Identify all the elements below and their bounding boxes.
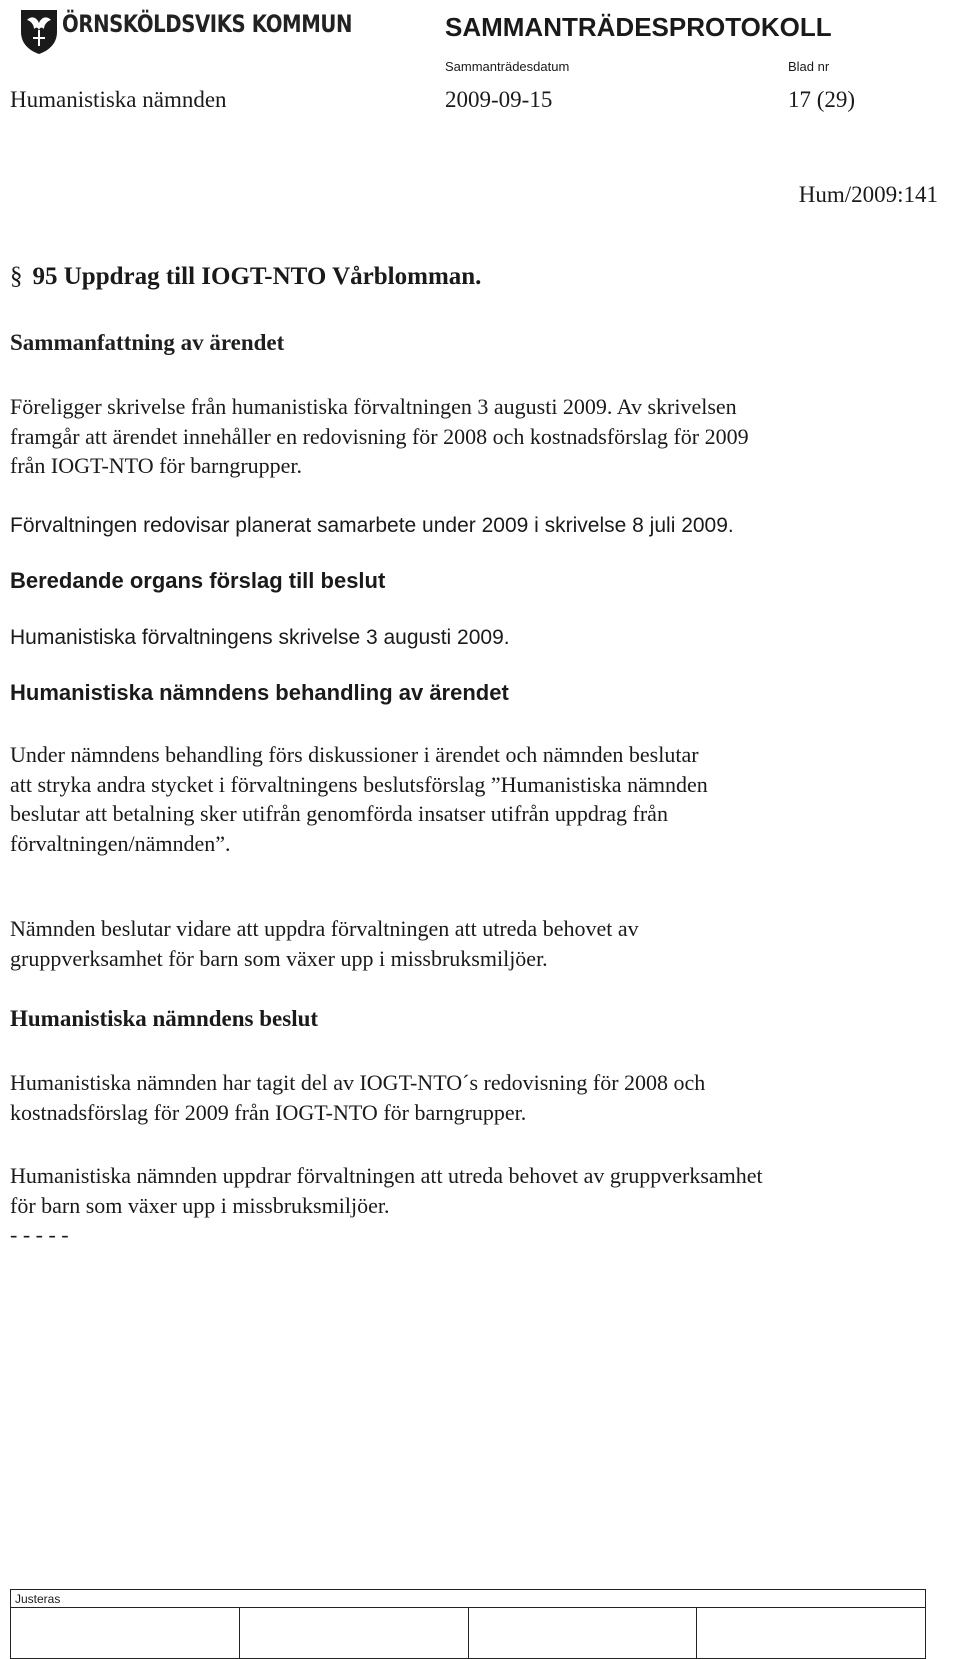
coat-of-arms-icon [18, 6, 60, 56]
treatment-line: gruppverksamhet för barn som växer upp i missbruksmiljöer. [10, 945, 548, 971]
decision-paragraph-2 [10, 1161, 910, 1250]
summary-paragraph-1 [10, 392, 910, 481]
treatment-paragraph-1 [10, 740, 910, 858]
date-label: Sammanträdesdatum [445, 59, 570, 74]
signature-cell [697, 1608, 925, 1658]
end-marker: - - - - - [10, 1222, 69, 1247]
treatment-line: förvaltningen/nämnden”. [10, 830, 231, 856]
case-number: Hum/2009:141 [798, 182, 938, 207]
summary-line: framgår att ärendet innehåller en redovisning för 2008 och kostnadsförslag för 2009 [10, 423, 749, 449]
page-label: Blad nr [788, 59, 830, 74]
page-number: 17 (29) [788, 87, 856, 112]
signature-cell [11, 1608, 240, 1658]
summary-line: från IOGT-NTO för barngrupper. [10, 453, 303, 478]
decision-line: för barn som växer upp i missbruksmiljöer. [10, 1192, 390, 1218]
treatment-line: Under nämndens behandling förs diskussioner i ärendet och nämnden beslutar [10, 742, 699, 767]
org-name: ÖRNSKÖLDSVIKS KOMMUN [62, 10, 353, 38]
justeras-box [10, 1589, 926, 1659]
justeras-label: Justeras [15, 1592, 61, 1606]
treatment-line: Nämnden beslutar vidare att uppdra förvaltningen att utreda behovet av [10, 916, 639, 941]
document-type: SAMMANTRÄDESPROTOKOLL [445, 12, 832, 42]
section-title [10, 263, 481, 291]
summary-heading: Sammanfattning av ärendet [10, 330, 285, 355]
summary-paragraph-2: Förvaltningen redovisar planerat samarbete under 2009 i skrivelse 8 juli 2009. [10, 514, 734, 537]
committee-name: Humanistiska nämnden [10, 87, 227, 112]
proposal-text: Humanistiska förvaltningens skrivelse 3 augusti 2009. [10, 626, 510, 649]
meeting-date: 2009-09-15 [445, 87, 553, 112]
treatment-line: beslutar att betalning sker utifrån genomförda insatser utifrån uppdrag från [10, 801, 668, 826]
signature-row [11, 1607, 925, 1658]
decision-heading: Humanistiska nämndens beslut [10, 1006, 319, 1031]
treatment-line: att stryka andra stycket i förvaltningens beslutsförslag ”Humanistiska nämnden [10, 771, 708, 797]
paragraph-sign: § [10, 263, 23, 290]
signature-cell [469, 1608, 698, 1658]
summary-line: Föreligger skrivelse från humanistiska förvaltningen 3 augusti 2009. Av skrivelsen [10, 394, 737, 419]
decision-line: Humanistiska nämnden har tagit del av IOGT-NTO´s redovisning för 2008 och [10, 1070, 706, 1095]
proposal-heading: Beredande organs förslag till beslut [10, 568, 386, 593]
treatment-paragraph-2 [10, 914, 910, 973]
decision-line: Humanistiska nämnden uppdrar förvaltningen att utreda behovet av gruppverksamhet [10, 1163, 763, 1188]
decision-line: kostnadsförslag för 2009 från IOGT-NTO för barngrupper. [10, 1099, 527, 1125]
treatment-heading: Humanistiska nämndens behandling av ärendet [10, 680, 509, 705]
decision-paragraph-1 [10, 1068, 910, 1127]
section-title-text: 95 Uppdrag till IOGT-NTO Vårblomman. [32, 263, 482, 290]
signature-cell [240, 1608, 469, 1658]
